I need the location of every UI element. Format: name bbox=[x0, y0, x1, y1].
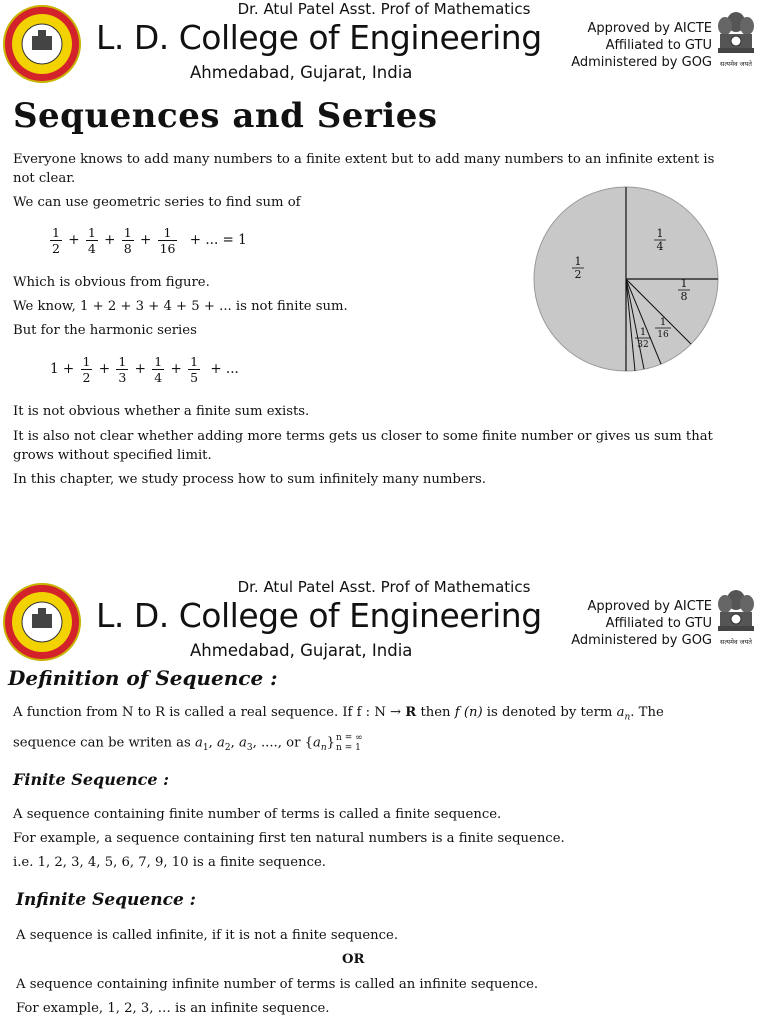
infinite-line-1: A sequence is called infinite, if it is not a finite sequence. bbox=[16, 928, 399, 943]
fraction-1-4: $\frac{1}{4}$ bbox=[87, 225, 96, 256]
pie-diagram bbox=[532, 185, 720, 373]
approval-block bbox=[571, 598, 712, 649]
harmonic-lead: 1 + bbox=[50, 361, 75, 377]
pie-label-1-8-den: 8 bbox=[680, 290, 688, 303]
geometric-series: $\frac{1}{2}$ + $\frac{1}{4}$ + $\frac{1}{8}$ + $\frac{1}{16}$ + ... = 1 bbox=[52, 225, 247, 256]
approval-gog: Administered by GOG bbox=[571, 55, 712, 70]
geometric-tail: + ... = 1 bbox=[189, 232, 247, 248]
approval-gtu: Affiliated to GTU bbox=[605, 38, 712, 53]
emblem-caption: सत्यमेव जयते bbox=[720, 60, 752, 68]
college-name: L. D. College of Engineering bbox=[96, 596, 542, 635]
slide-2 bbox=[0, 578, 768, 1024]
pie-label-1-16-num: 1 bbox=[659, 317, 667, 328]
approval-aicte: Approved by AICTE bbox=[587, 599, 712, 614]
infinite-heading: Infinite Sequence : bbox=[16, 890, 196, 910]
pie-label-1-8-num: 1 bbox=[680, 277, 688, 290]
pie-label-1-4-den: 4 bbox=[656, 240, 664, 253]
definition-line-1: A function from N to R is called a real sequence. If f : N → R then f (n) is denoted by term $a_n$. The bbox=[13, 705, 664, 723]
author-line: Dr. Atul Patel Asst. Prof of Mathematics bbox=[237, 0, 531, 18]
paragraph-geometric: We can use geometric series to find sum of bbox=[13, 195, 301, 210]
approval-aicte: Approved by AICTE bbox=[587, 21, 712, 36]
pie-label-1-32-den: 32 bbox=[637, 340, 649, 350]
fraction-1-16: $\frac{1}{16}$ bbox=[159, 225, 176, 256]
finite-line-1: A sequence containing finite number of terms is called a finite sequence. bbox=[13, 807, 502, 822]
definition-heading: Definition of Sequence : bbox=[8, 666, 278, 690]
finite-line-2: For example, a sequence containing first ten natural numbers is a finite sequence. bbox=[13, 831, 565, 846]
national-emblem-icon bbox=[712, 6, 760, 70]
definition-line-2: sequence can be writen as $a_1$, $a_2$, $a_3$, ...., or $\{a_n\}$ n = ∞ n = 1 bbox=[13, 733, 363, 754]
approval-block bbox=[571, 20, 712, 71]
pie-label-1-32-num: 1 bbox=[639, 327, 647, 338]
pie-label-1-4-num: 1 bbox=[656, 227, 664, 240]
finite-heading: Finite Sequence : bbox=[13, 770, 170, 789]
author-line: Dr. Atul Patel Asst. Prof of Mathematics bbox=[237, 578, 531, 596]
paragraph-intro: Everyone knows to add many numbers to a finite extent but to add many numbers to an infinite extent is not clear. bbox=[13, 152, 715, 186]
slide-header bbox=[0, 0, 768, 96]
slide-header-2 bbox=[0, 578, 768, 674]
national-emblem-icon bbox=[712, 584, 760, 648]
college-name: L. D. College of Engineering bbox=[96, 18, 542, 57]
infinite-line-2: A sequence containing infinite number of terms is called an infinite sequence. bbox=[16, 977, 539, 992]
pie-label-1-2-den: 2 bbox=[574, 268, 582, 281]
approval-gtu: Affiliated to GTU bbox=[605, 616, 712, 631]
paragraph-harmonic: But for the harmonic series bbox=[13, 323, 197, 338]
paragraph-not-obvious: It is not obvious whether a finite sum exists. bbox=[13, 404, 310, 419]
fraction-1-4h: $\frac{1}{4}$ bbox=[154, 354, 163, 385]
approval-gog: Administered by GOG bbox=[571, 633, 712, 648]
paragraph-chapter: In this chapter, we study process how to sum infinitely many numbers. bbox=[13, 472, 486, 487]
college-location: Ahmedabad, Gujarat, India bbox=[190, 641, 413, 660]
college-location: Ahmedabad, Gujarat, India bbox=[190, 63, 413, 82]
fraction-1-8: $\frac{1}{8}$ bbox=[123, 225, 132, 256]
page-title: Sequences and Series bbox=[13, 96, 438, 136]
paragraph-not-clear: It is also not clear whether adding more terms gets us closer to some finite number or gives us sum that grows without specified limit. bbox=[13, 429, 713, 463]
or-separator: OR bbox=[342, 952, 365, 967]
harmonic-series: 1 + $\frac{1}{2}$ + $\frac{1}{3}$ + $\frac{1}{4}$ + $\frac{1}{5}$ + ... bbox=[50, 354, 239, 385]
fraction-1-2: $\frac{1}{2}$ bbox=[52, 225, 60, 256]
finite-line-3: i.e. 1, 2, 3, 4, 5, 6, 7, 9, 10 is a finite sequence. bbox=[13, 855, 326, 870]
fraction-1-3h: $\frac{1}{3}$ bbox=[118, 354, 127, 385]
fraction-1-5h: $\frac{1}{5}$ bbox=[190, 354, 199, 385]
pie-label-1-2-num: 1 bbox=[574, 255, 582, 268]
pie-label-1-16-den: 16 bbox=[657, 330, 669, 340]
infinite-line-3: For example, 1, 2, 3, … is an infinite sequence. bbox=[16, 1001, 330, 1016]
paragraph-obvious: Which is obvious from figure. bbox=[13, 275, 210, 290]
paragraph-we-know: We know, 1 + 2 + 3 + 4 + 5 + ... is not finite sum. bbox=[13, 299, 348, 314]
emblem-caption: सत्यमेव जयते bbox=[720, 638, 752, 646]
fraction-1-2h: $\frac{1}{2}$ bbox=[82, 354, 91, 385]
harmonic-tail: + ... bbox=[210, 361, 239, 377]
